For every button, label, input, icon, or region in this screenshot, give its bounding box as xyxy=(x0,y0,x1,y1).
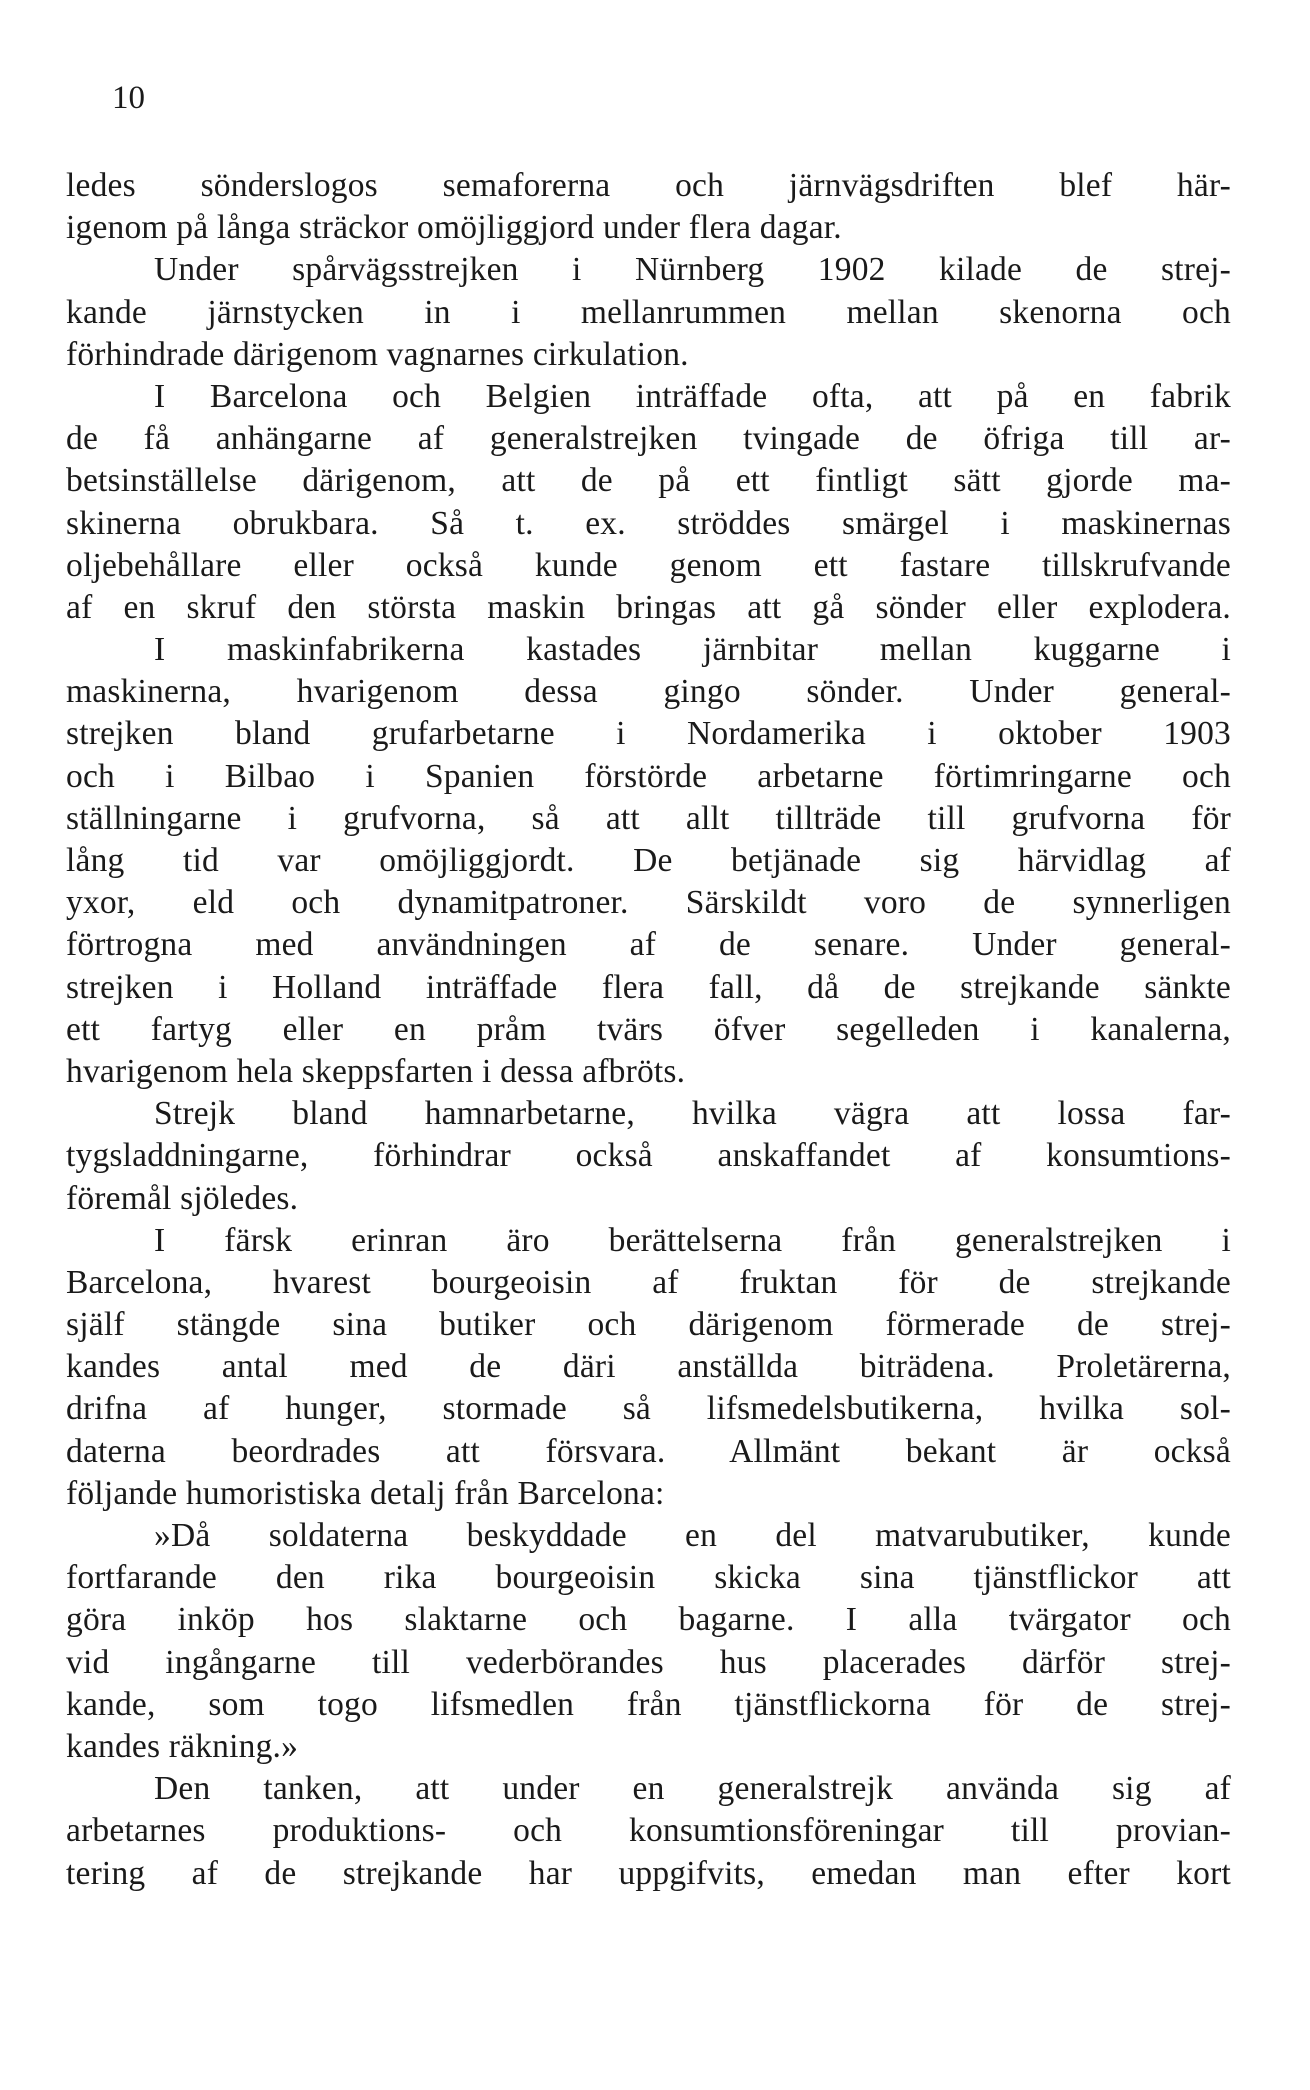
text-line: skinerna obrukbara. Så t. ex. ströddes smärgel i maskinernas xyxy=(66,504,1231,542)
text-line: I färsk erinran äro berättelserna från generalstrejken i xyxy=(154,1221,1231,1259)
text-line: hvarigenom hela skeppsfarten i dessa afbröts. xyxy=(66,1052,686,1090)
text-line: af en skruf den största maskin bringas att gå sönder eller explodera. xyxy=(66,588,1231,626)
text-line: ställningarne i grufvorna, så att allt tillträde till grufvorna för xyxy=(66,799,1231,837)
text-line: kandes antal med de däri anställda biträdena. Proletärerna, xyxy=(66,1348,1231,1386)
text-line: I maskinfabrikerna kastades järnbitar mellan kuggarne i xyxy=(154,631,1231,669)
text-line: tering af de strejkande har uppgifvits, emedan man efter kort xyxy=(66,1854,1231,1892)
text-line: fortfarande den rika bourgeoisin skicka sina tjänstflickor att xyxy=(66,1559,1231,1597)
text-line: drifna af hunger, stormade så lifsmedelsbutikerna, hvilka sol- xyxy=(66,1390,1231,1428)
text-line: »Då soldaterna beskyddade en del matvarubutiker, kunde xyxy=(154,1517,1231,1554)
text-line: arbetarnes produktions- och konsumtionsföreningar till provian- xyxy=(66,1812,1231,1850)
text-line: själf stängde sina butiker och därigenom förmerade de strej- xyxy=(66,1306,1231,1344)
text-line: förtrogna med användningen af de senare. Under general- xyxy=(66,926,1231,964)
text-line: lång tid var omöjliggjordt. De betjänade sig härvidlag af xyxy=(66,842,1231,879)
text-line: vid ingångarne till vederbörandes hus placerades därför strej- xyxy=(66,1643,1231,1681)
text-line: de få anhängarne af generalstrejken tvingade de öfriga till ar- xyxy=(66,420,1231,458)
text-line: och i Bilbao i Spanien förstörde arbetarne förtimringarne och xyxy=(66,757,1231,795)
text-line: daterna beordrades att försvara. Allmänt bekant är också xyxy=(66,1432,1231,1470)
body-text xyxy=(66,165,1231,1895)
text-line: föremål sjöledes. xyxy=(66,1179,299,1217)
text-line: följande humoristiska detalj från Barcelona: xyxy=(66,1474,665,1512)
text-line: ledes sönderslogos semaforerna och järnvägsdriften blef här- xyxy=(66,167,1231,204)
text-line: Barcelona, hvarest bourgeoisin af fruktan för de strejkande xyxy=(66,1263,1231,1301)
text-line: ett fartyg eller en pråm tvärs öfver segelleden i kanalerna, xyxy=(66,1010,1231,1048)
text-line: kandes räkning.» xyxy=(66,1727,299,1765)
text-line: igenom på långa sträckor omöjliggjord under flera dagar. xyxy=(66,209,842,247)
text-line: oljebehållare eller också kunde genom ett fastare tillskrufvande xyxy=(66,546,1231,584)
text-line: kande, som togo lifsmedlen från tjänstflickorna för de strej- xyxy=(66,1685,1231,1723)
page-number: 10 xyxy=(112,80,145,116)
text-line: tygsladdningarne, förhindrar också anskaffandet af konsumtions- xyxy=(66,1137,1231,1175)
text-line: Strejk bland hamnarbetarne, hvilka vägra att lossa far- xyxy=(154,1095,1231,1133)
text-line: Under spårvägsstrejken i Nürnberg 1902 kilade de strej- xyxy=(154,251,1231,289)
text-line: göra inköp hos slaktarne och bagarne. I alla tvärgator och xyxy=(66,1601,1231,1639)
text-line: strejken i Holland inträffade flera fall, då de strejkande sänkte xyxy=(66,968,1231,1006)
text-line: kande järnstycken in i mellanrummen mellan skenorna och xyxy=(66,293,1231,331)
text-line: maskinerna, hvarigenom dessa gingo sönder. Under general- xyxy=(66,673,1231,711)
text-line: strejken bland grufarbetarne i Nordamerika i oktober 1903 xyxy=(66,715,1231,753)
text-line: yxor, eld och dynamitpatroner. Särskildt voro de synnerligen xyxy=(66,884,1231,922)
text-line: betsinställelse därigenom, att de på ett fintligt sätt gjorde ma- xyxy=(66,462,1231,500)
text-line: I Barcelona och Belgien inträffade ofta, att på en fabrik xyxy=(154,377,1231,415)
text-line: Den tanken, att under en generalstrejk använda sig af xyxy=(154,1770,1231,1808)
text-line: förhindrade därigenom vagnarnes cirkulation. xyxy=(66,335,689,373)
